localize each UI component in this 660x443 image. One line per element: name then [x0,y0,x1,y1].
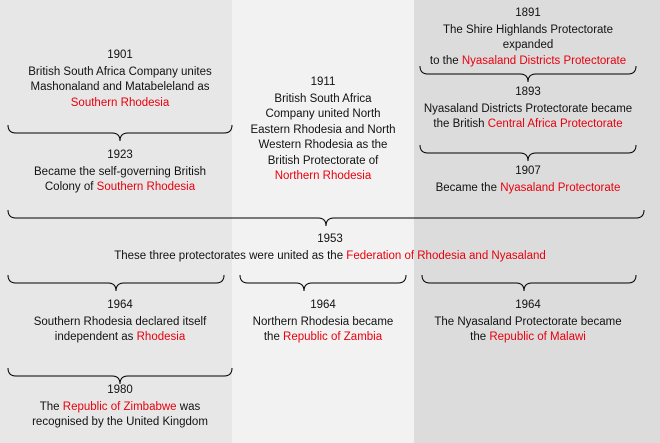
node-year: 1980 [107,384,133,396]
node-line-5: British Protectorate of [267,154,379,167]
node-line-1-prefix: Became the [435,181,501,194]
node-highlight: Northern Rhodesia [274,170,372,182]
node-line-2: recognised by the United Kingdom [32,416,208,428]
node-nyasaland-1891 [418,6,638,69]
node-line-2: Company united North [265,108,381,120]
node-highlight: Nyasaland Districts Protectorate [461,54,627,67]
node-northern-rhodesia-1911 [240,75,406,185]
node-year: 1953 [317,233,343,245]
node-line-2-prefix: to the [429,54,462,67]
node-line-1: British South Africa [274,92,372,105]
node-line-1-suffix: was [176,400,201,413]
node-line-1: Northern Rhodesia became [252,315,394,328]
node-line-2 [418,54,638,70]
node-line-2 [418,117,638,133]
node-year: 1964 [515,299,541,311]
node-highlight: Southern Rhodesia [70,96,170,109]
node-federation-1953 [0,232,660,264]
node-line-1 [8,400,232,416]
node-line-2: Mashonaland and Matabeleland as [30,81,210,93]
node-line-2-prefix: the [470,331,490,343]
node-southern-rhodesia-1923 [8,148,232,196]
node-year: 1923 [107,149,133,161]
node-line-1 [418,181,638,197]
node-line-2-prefix: independent as [54,331,137,343]
node-year: 1901 [107,49,133,61]
node-year: 1907 [515,165,541,177]
node-year: 1964 [107,299,133,311]
node-southern-rhodesia-1901 [8,48,232,111]
node-year: 1911 [310,76,336,88]
node-line-1: Nyasaland Districts Protectorate became [423,102,633,115]
node-zambia-1964 [240,298,406,346]
column-background-northern-rhodesia [232,0,414,443]
node-line-1: British South Africa Company unites [28,65,212,78]
node-highlight: Rhodesia [136,331,186,343]
node-highlight: Central Africa Protectorate [487,118,623,130]
node-line-1-prefix: The [39,400,63,413]
node-line-2 [240,330,406,346]
node-highlight: Republic of Zimbabwe [62,400,177,413]
node-line-2-prefix: the British [433,118,488,130]
node-malawi-1964 [418,298,638,346]
node-line-2 [8,180,232,196]
node-highlight: Nyasaland Protectorate [500,181,621,194]
node-line-4: Western Rhodesia as the [258,139,388,151]
node-line-1-prefix: These three protectorates were united as the [114,249,347,262]
node-line-3: Eastern Rhodesia and North [250,123,396,136]
node-nyasaland-1907 [418,164,638,196]
node-line-2 [418,330,638,346]
node-line-1: The Nyasaland Protectorate became [434,315,622,328]
node-year: 1893 [515,86,541,98]
node-highlight: Federation of Rhodesia and Nyasaland [346,249,546,262]
node-line-2-prefix: the [263,331,284,343]
node-year: 1964 [310,299,336,311]
node-highlight: Republic of Malawi [489,331,586,343]
node-highlight: Southern Rhodesia [96,181,196,193]
node-rhodesia-1964 [8,298,232,346]
node-line-1: The Shire Highlands Protectorate expanded [442,23,614,51]
node-line-2-prefix: Colony of [44,181,97,193]
node-line-1 [0,249,660,265]
node-highlight: Republic of Zambia [283,331,383,343]
node-line-1: Became the self-governing British [34,165,206,178]
node-line-1: Southern Rhodesia declared itself [33,315,207,328]
node-zimbabwe-1980 [8,383,232,431]
node-nyasaland-1893 [418,85,638,133]
node-line-2 [8,330,232,346]
node-year: 1891 [515,7,541,19]
